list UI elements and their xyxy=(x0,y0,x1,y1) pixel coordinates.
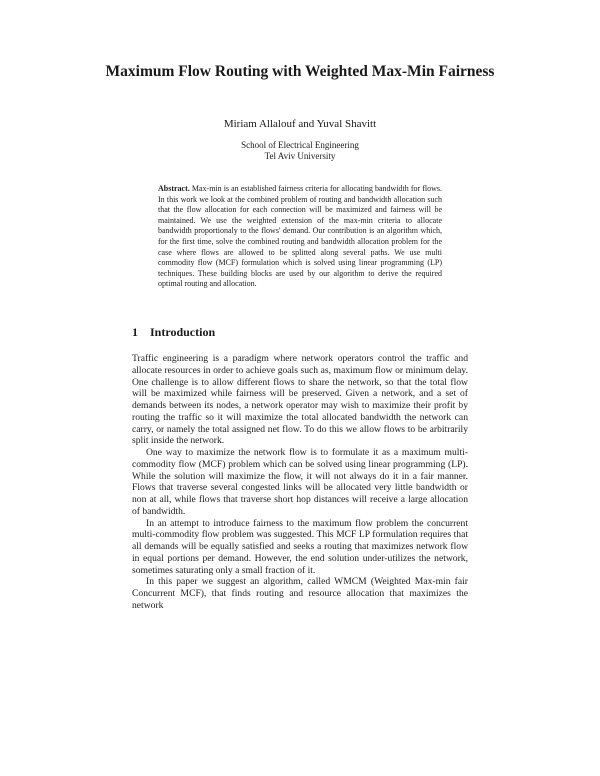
authors: Miriam Allalouf and Yuval Shavitt xyxy=(223,118,377,130)
paragraph: In an attempt to introduce fairness to the maximum flow problem the concurrent multi-commodity flow problem was suggested. This MCF LP formulation requires that all demands will be equally satisfied and seeks a routing that maximizes network flow in equal portions per demand. However, the end solution under-utilizes the network, sometimes saturating only a small fraction of it. xyxy=(132,517,468,576)
paragraph: Traffic engineering is a paradigm where network operators control the traffic and allocate resources in order to achieve goals such as, maximum flow or minimum delay. One challenge is to allow different flows to share the network, so that the total flow will be maximized while fairness will be preserved. Given a network, and a set of demands between its nodes, a network operator may wish to maximize their profit by routing the traffic so it will maximize the total allocated bandwidth the network can carry, or namely the total assigned net flow. To do this we allow flows to be arbitrarily split inside the network. xyxy=(132,353,468,447)
paper-title: Maximum Flow Routing with Weighted Max-Min Fairness xyxy=(105,63,495,80)
abstract xyxy=(158,184,442,290)
abstract-text: Max-min is an established fairness criteria for allocating bandwidth for flows. In this work we look at the combined problem of routing and bandwidth allocation such that the flow allocation for each connection will be maximized and fairness will be maintained. We use the weighted extension of the max-min criteria to allocate bandwidth proportionaly to the flows' demand. Our contribution is an algorithm which, for the first time, solve the combined routing and bandwidth allocation problem for the case where flows are allowed to be splitted along several paths. We use multi commodity flow (MCF) formulation which is solved using linear programming (LP) techniques. These building blocks are used by our algorithm to derive the required optimal routing and allocation. xyxy=(158,184,443,289)
section-number: 1 xyxy=(132,325,138,339)
affiliation-school: School of Electrical Engineering xyxy=(241,140,359,150)
section-title: Introduction xyxy=(150,325,216,339)
abstract-label: Abstract. xyxy=(158,184,190,193)
section-heading xyxy=(132,325,215,339)
paragraph: One way to maximize the network flow is to formulate it as a maximum multi-commodity flow (MCF) problem which can be solved using linear programming (LP). While the solution will maximize the flow, it will not always do it in a fair manner. Flows that traverse several congested links will be allocated very little bandwidth or non at all, while flows that traverse short hop distances will receive a large allocation of bandwidth. xyxy=(132,447,468,517)
paragraph: In this paper we suggest an algorithm, called WMCM (Weighted Max-min fair Concurrent MCF), that finds routing and resource allocation that maximizes the network xyxy=(132,576,468,611)
affiliation-university: Tel Aviv University xyxy=(264,151,336,161)
section-body xyxy=(132,353,468,612)
